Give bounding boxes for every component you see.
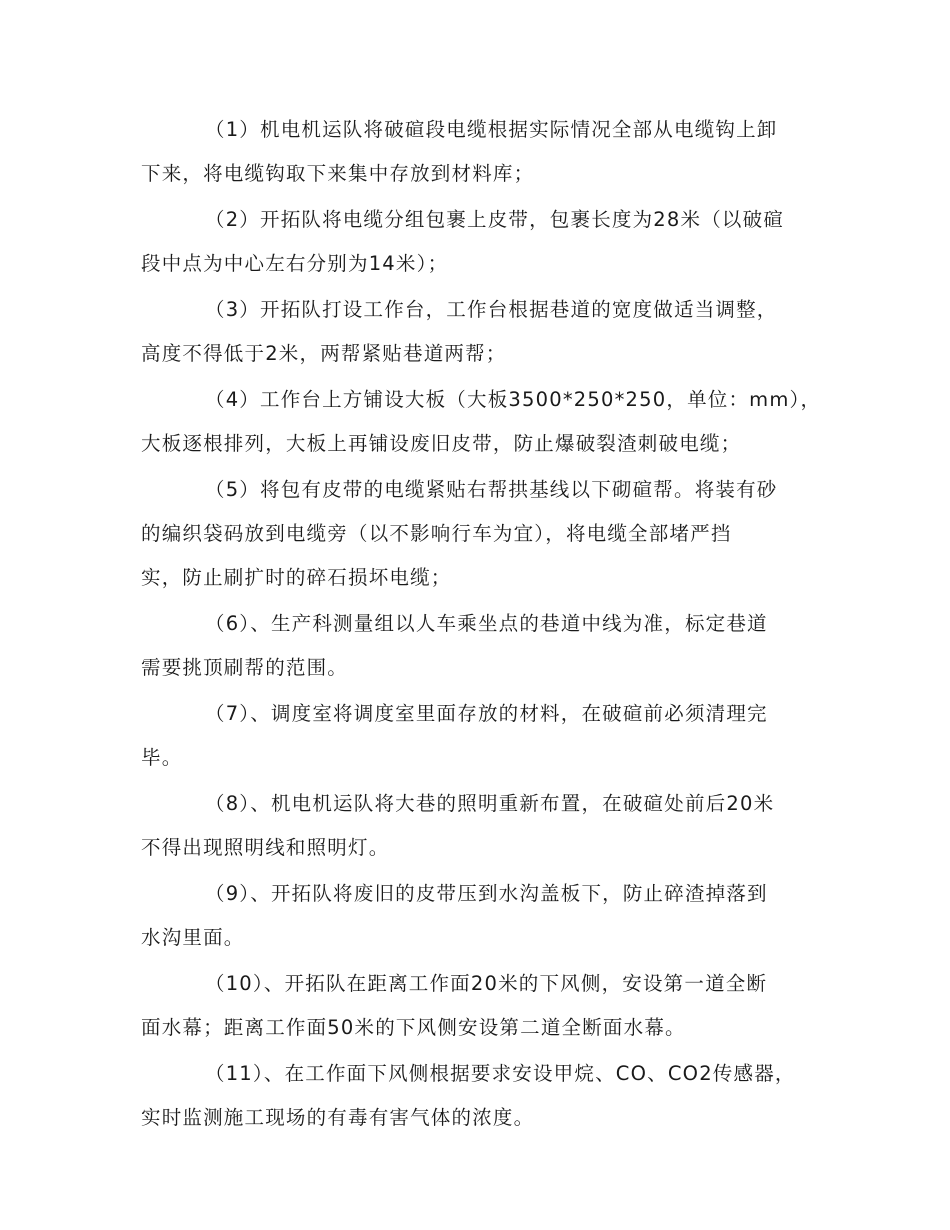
paragraph-line: 实，防止刷扩时的碎石损坏电缆； xyxy=(141,566,452,589)
paragraph-p1 xyxy=(141,108,811,196)
paragraph-line: （4）工作台上方铺设大板（大板3500*250*250，单位：mm）， xyxy=(205,388,822,411)
paragraph-p2 xyxy=(141,198,811,286)
paragraph-line: 的编织袋码放到电缆旁（以不影响行车为宜），将电缆全部堵严挡 xyxy=(141,522,732,545)
paragraph-line: 下来，将电缆钩取下来集中存放到材料库； xyxy=(141,162,535,185)
paragraph-line: 水沟里面。 xyxy=(141,926,245,949)
paragraph-line: 实时监测施工现场的有毒有害气体的浓度。 xyxy=(141,1106,535,1129)
paragraph-line: 段中点为中心左右分别为14米）； xyxy=(141,252,449,275)
paragraph-line: （9）、开拓队将废旧的皮带压到水沟盖板下，防止碎渣掉落到 xyxy=(205,882,768,905)
paragraph-line: 需要挑顶刷帮的范围。 xyxy=(141,656,349,679)
paragraph-p10 xyxy=(141,962,811,1050)
paragraph-line: （8）、机电机运队将大巷的照明重新布置，在破碹处前后20米 xyxy=(205,792,775,815)
paragraph-line: 大板逐根排列，大板上再铺设废旧皮带，防止爆破裂渣刺破电缆； xyxy=(141,432,742,455)
paragraph-line: 毕。 xyxy=(141,746,183,769)
paragraph-line: （3）开拓队打设工作台，工作台根据巷道的宽度做适当调整， xyxy=(205,298,778,321)
paragraph-line: 高度不得低于2米，两帮紧贴巷道两帮； xyxy=(141,342,507,365)
paragraph-line: （5）将包有皮带的电缆紧贴右帮拱基线以下砌碹帮。将装有砂 xyxy=(205,478,778,501)
paragraph-line: （11）、在工作面下风侧根据要求安设甲烷、CO、CO2传感器， xyxy=(205,1062,796,1085)
paragraph-line: （7）、调度室将调度室里面存放的材料，在破碹前必须清理完 xyxy=(205,702,768,725)
paragraph-p11 xyxy=(141,1052,811,1140)
paragraph-line: （2）开拓队将电缆分组包裹上皮带，包裹长度为28米（以破碹 xyxy=(205,208,785,231)
paragraph-p9 xyxy=(141,872,811,960)
paragraph-line: （6）、生产科测量组以人车乘坐点的巷道中线为准，标定巷道 xyxy=(205,612,768,635)
paragraph-line: （1）机电机运队将破碹段电缆根据实际情况全部从电缆钩上卸 xyxy=(205,118,778,141)
paragraph-p7 xyxy=(141,692,811,780)
paragraph-line: 不得出现照明线和照明灯。 xyxy=(141,836,390,859)
document-body xyxy=(141,108,822,1142)
paragraph-p4 xyxy=(141,378,822,466)
paragraph-p5 xyxy=(141,468,811,600)
paragraph-p6 xyxy=(141,602,811,690)
paragraph-line: 面水幕；距离工作面50米的下风侧安设第二道全断面水幕。 xyxy=(141,1016,686,1039)
paragraph-line: （10）、开拓队在距离工作面20米的下风侧，安设第一道全断 xyxy=(205,972,768,995)
paragraph-p3 xyxy=(141,288,811,376)
paragraph-p8 xyxy=(141,782,811,870)
